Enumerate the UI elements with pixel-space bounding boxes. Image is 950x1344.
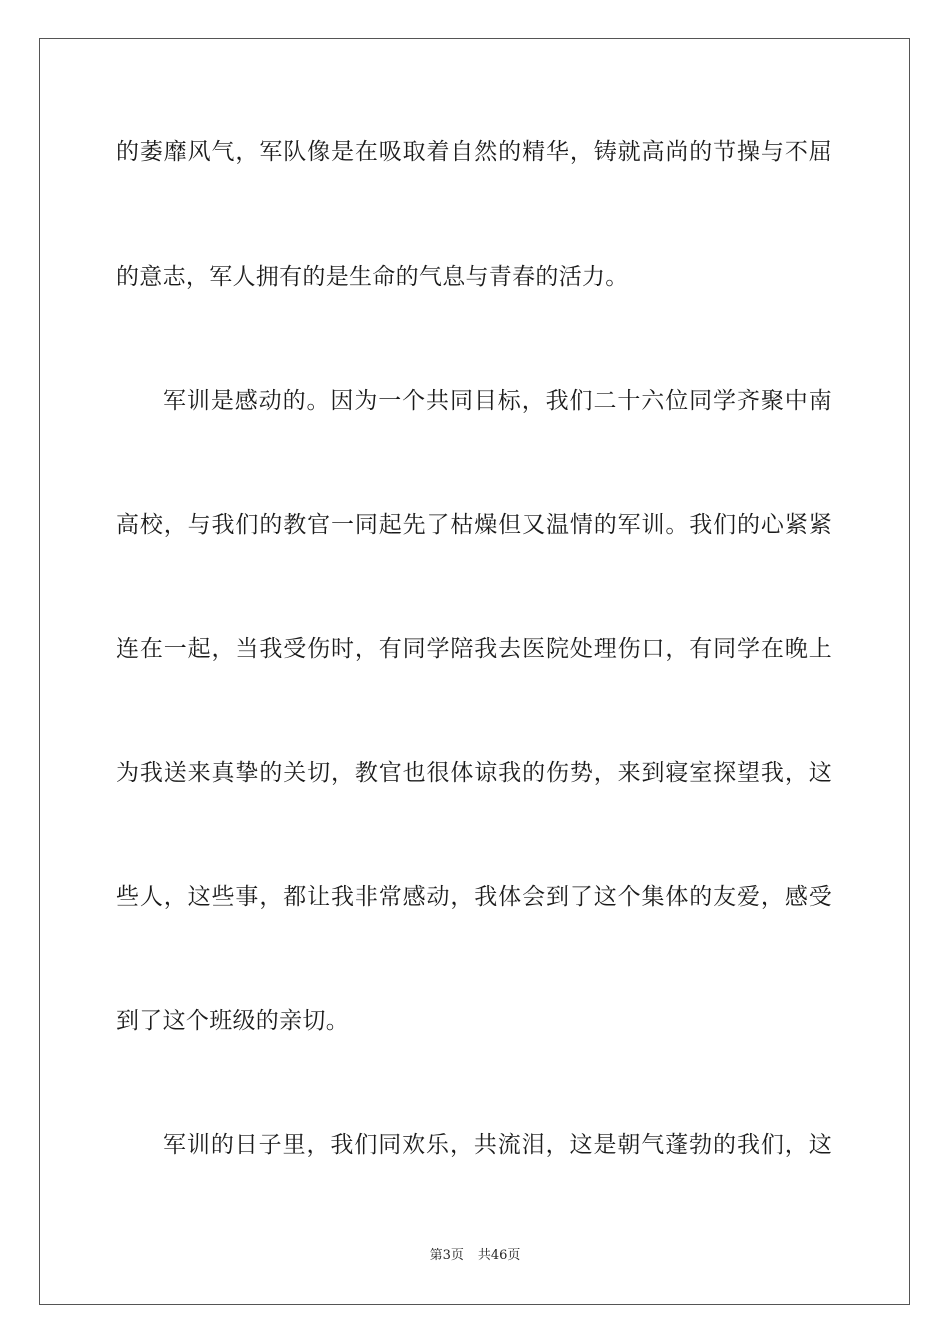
text-line: 军训是感动的。因为一个共同目标，我们二十六位同学齐聚中南 <box>163 388 832 414</box>
page-number: 第3页 <box>429 1248 464 1263</box>
text-line: 些人，这些事，都让我非常感动，我体会到了这个集体的友爱，感受 <box>116 884 832 910</box>
text-line: 高校，与我们的教官一同起先了枯燥但又温情的军训。我们的心紧紧 <box>116 512 832 538</box>
text-line: 到了这个班级的亲切。 <box>116 1008 349 1034</box>
page-total: 共46页 <box>477 1248 521 1263</box>
text-line: 的意志，军人拥有的是生命的气息与青春的活力。 <box>116 264 629 290</box>
text-line: 连在一起，当我受伤时，有同学陪我去医院处理伤口，有同学在晚上 <box>116 636 832 662</box>
text-line: 军训的日子里，我们同欢乐，共流泪，这是朝气蓬勃的我们，这 <box>163 1132 832 1158</box>
text-line: 的萎靡风气，军队像是在吸取着自然的精华，铸就高尚的节操与不屈 <box>116 139 832 165</box>
page-border <box>39 38 910 1305</box>
page-footer <box>0 1248 950 1264</box>
text-line: 为我送来真挚的关切，教官也很体谅我的伤势，来到寝室探望我，这 <box>116 760 832 786</box>
